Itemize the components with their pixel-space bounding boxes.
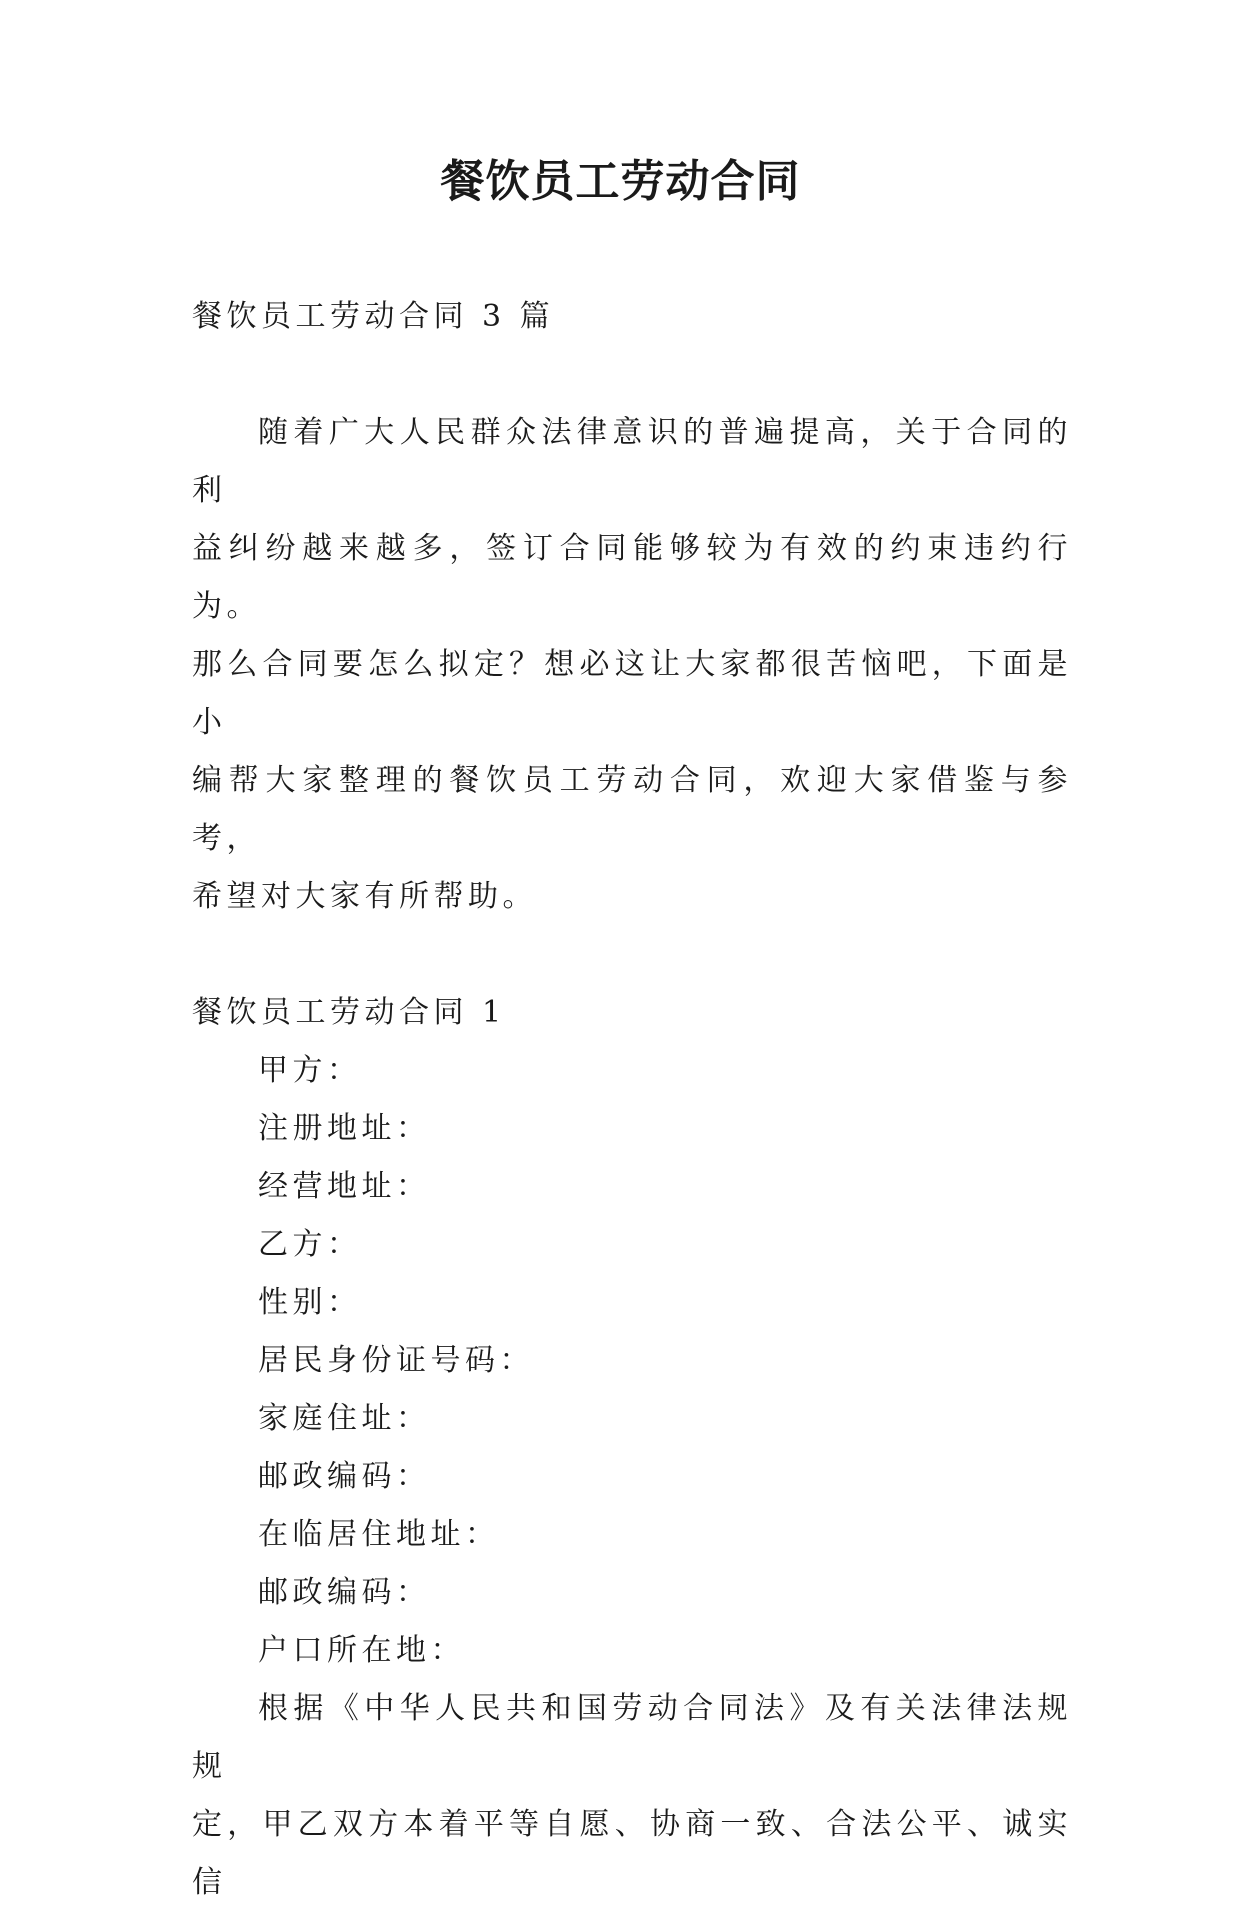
- field-postal-code: 邮政编码：: [258, 1459, 431, 1494]
- intro-line: 益纠纷越来越多，签订合同能够较为有效的约束违约行为。: [192, 531, 1072, 624]
- body-paragraph: [192, 1680, 1072, 1912]
- intro-line: 编帮大家整理的餐饮员工劳动合同，欢迎大家借鉴与参考，: [192, 763, 1072, 856]
- field-household-registration: 户口所在地：: [258, 1633, 465, 1668]
- field-temporary-address: 在临居住地址：: [258, 1517, 500, 1552]
- field-postal-code-2: 邮政编码：: [258, 1575, 431, 1610]
- intro-line: 希望对大家有所帮助。: [192, 879, 537, 914]
- field-home-address: 家庭住址：: [258, 1401, 431, 1436]
- document-title: 餐饮员工劳动合同: [440, 156, 801, 207]
- field-registered-address: 注册地址：: [258, 1111, 431, 1146]
- document-content: [192, 288, 1072, 1912]
- document-subtitle: 餐饮员工劳动合同 3 篇: [192, 299, 555, 334]
- field-business-address: 经营地址：: [258, 1169, 431, 1204]
- intro-line: 那么合同要怎么拟定？想必这让大家都很苦恼吧，下面是小: [192, 647, 1072, 740]
- field-party-b: 乙方：: [258, 1227, 362, 1262]
- body-line: 根据《中华人民共和国劳动合同法》及有关法律法规规: [192, 1691, 1072, 1784]
- field-gender: 性别：: [258, 1285, 362, 1320]
- section-heading: 餐饮员工劳动合同 1: [192, 995, 506, 1030]
- body-line: 定，甲乙双方本着平等自愿、协商一致、合法公平、诚实信: [192, 1807, 1072, 1900]
- intro-paragraph: [192, 404, 1072, 926]
- intro-line: 随着广大人民群众法律意识的普遍提高，关于合同的利: [192, 415, 1072, 508]
- field-id-number: 居民身份证号码：: [258, 1343, 534, 1378]
- field-party-a: 甲方：: [258, 1053, 362, 1088]
